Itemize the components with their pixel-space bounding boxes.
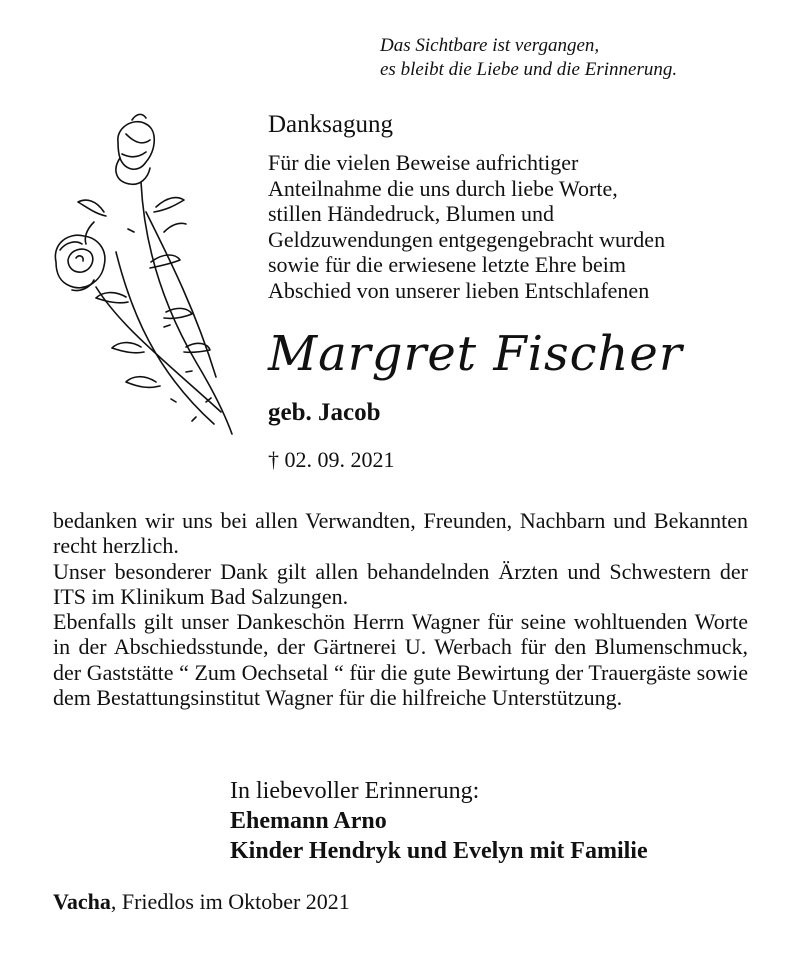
- quote: [380, 34, 746, 82]
- death-date: † 02. 09. 2021: [268, 447, 395, 472]
- heading: Danksagung: [268, 111, 393, 138]
- intro-line: Anteilnahme die uns durch liebe Worte,: [268, 175, 618, 201]
- rose-drawing-icon: [46, 112, 236, 442]
- signature-intro: In liebevoller Erinnerung:: [230, 778, 480, 804]
- intro-line: Geldzuwendungen entgegengebracht wurden: [268, 226, 666, 252]
- quote-line-1: Das Sichtbare ist vergangen,: [380, 35, 600, 56]
- quote-line-2: es bleibt die Liebe und die Erinnerung.: [380, 59, 678, 80]
- place-rest: , Friedlos im Oktober 2021: [110, 889, 350, 914]
- intro-line: stillen Händedruck, Blumen und: [268, 201, 554, 226]
- maiden-name: geb. Jacob: [268, 399, 381, 426]
- intro-line: sowie für die erwiesene letzte Ehre beim: [268, 252, 626, 277]
- intro-text: [268, 150, 768, 303]
- body-paragraph: Unser besonderer Dank gilt allen behandelnden Ärzten und Schwestern der ITS im Klinikum Bad Salzungen.: [53, 558, 748, 609]
- signature-line: Ehemann Arno: [230, 808, 387, 834]
- intro-line: Abschied von unserer lieben Entschlafenen: [268, 277, 650, 303]
- body-text: [53, 508, 748, 710]
- intro-line: Für die vielen Beweise aufrichtiger: [268, 150, 579, 175]
- body-paragraph: bedanken wir uns bei allen Verwandten, Freunden, Nachbarn und Bekannten recht herzlich.: [53, 508, 748, 559]
- signature-line: Kinder Hendryk und Evelyn mit Familie: [230, 838, 648, 864]
- place-town: Vacha: [53, 889, 111, 914]
- body-paragraph: Ebenfalls gilt unser Dankeschön Herrn Wagner für seine wohltuenden Worte in der Abschiedsstunde, der Gärtnerei U. Werbach für den Blumenschmuck, der Gaststätte “ Zum Oechsetal “ für die gute Bewirtung der Trauergäste sowie dem Bestattungsinstitut Wagner für die hilfreiche Unterstützung.: [53, 609, 748, 711]
- place-date: [53, 888, 350, 916]
- deceased-name: Margret Fischer: [268, 326, 683, 382]
- signature: [230, 776, 648, 866]
